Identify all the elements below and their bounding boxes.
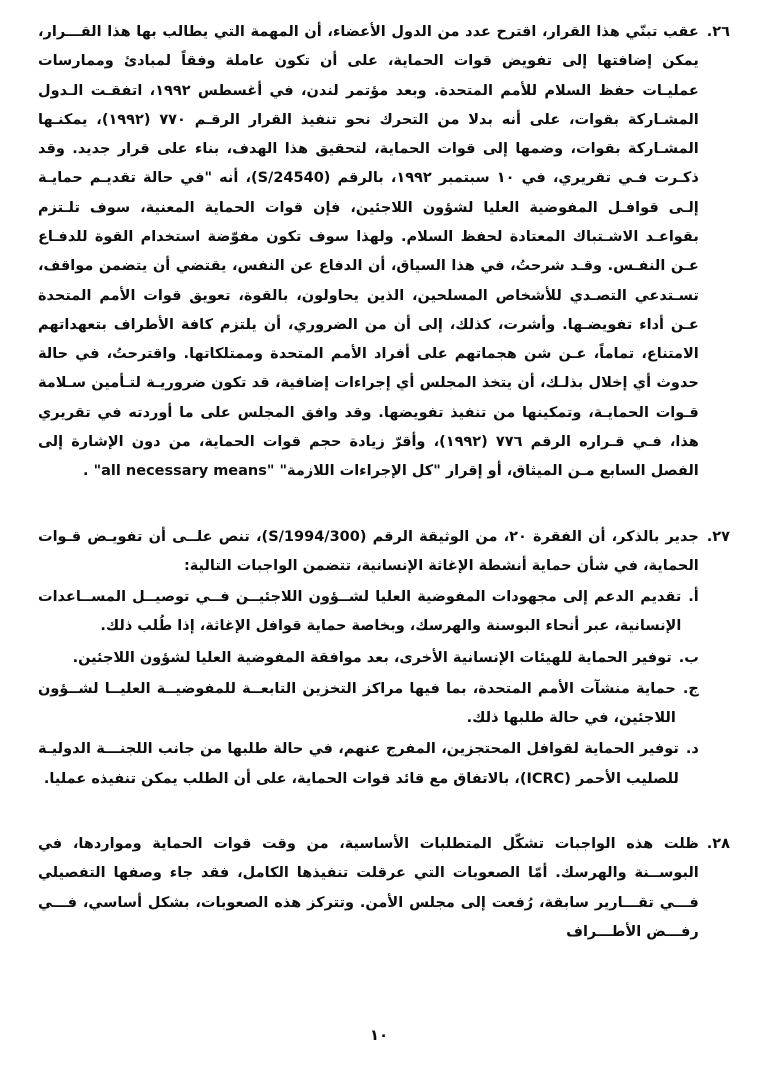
list-item-d (38, 735, 699, 794)
list-item-text: حماية منشآت الأمم المتحدة، بما فيها مراكز التخزين التابعــة للمفوضيــة العليــا لشــؤون اللاجئين، في حالة طلبها ذلك. (38, 680, 676, 727)
paragraph-number: ٢٧. (706, 528, 730, 545)
paragraph-body (38, 830, 699, 947)
list-item-b (38, 644, 699, 673)
list-item-text: توفير الحماية للهيئات الإنسانية الأخرى، بعد موافقة المفوضية العليا لشؤون اللاجئين. (72, 649, 672, 666)
paragraph-text: عقب تبنّي هذا القرار، اقترح عدد من الدول الأعضاء، أن المهمة التي يطالب بها هذا القـــرار، يمكن إضافتها إلى تفويض قوات الحماية، على أن تكون عاملة وفقاً لمبادئ وممارسات عمليـات حفظ السلام للأمم المتحدة. وبعد مؤتمر لندن، في أغسطس ١٩٩٢، اتفقـت الـدول المشـاركة بقوات، على أنه بدلا من التحرك نحو تنفيذ القرار الرقـم ٧٧٠ (١٩٩٢)، يمكنـها المشـاركة بقوات، وضمها إلى قوات الحماية، لتحقيق هذا الهدف، بناء على قرار جديد. وقد ذكـرت فـي تقريري، في ١٠ سبتمبر ١٩٩٢، بالرقم (S/24540)، أنه "في حالة تقديـم حمايـة إلـى قوافـل المفوضية العليا لشؤون اللاجئين، فإن قوات الحماية المعنية، سوف تلـتزم بقواعـد الاشـتباك المعتادة لحفظ السلام. ولهذا سوف تكون مفوّضة استخدام القوة للدفـاع عـن النفـس. وقـد شرحتُ، في هذا السياق، أن الدفاع عن النفس، يقتضي أن يتضمن مواقف، تسـتدعي التصـدي للأشخاص المسلحين، الذين يحاولون، بالقوة، تعويق قوات الأمم المتحدة عـن أداء تفويضـها. وأشرت، كذلك، إلى أن من الضروري، أن يلتزم كافة الأطراف بتعهداتهم الامتناع، تماماً، عـن شن هجماتهم على أفراد الأمم المتحدة وممتلكاتها. واقترحتُ، في حالة حدوث أي إخلال بذلـك، أن يتخذ المجلس أي إجراءات إضافية، قد تكون ضروريـة لتـأمين سـلامة قـوات الحمايـة، وتمكينها من تنفيذ تفويضها. وقد وافق المجلس على ما أوردته في تقريري هذا، فـي قـراره الرقم ٧٧٦ (١٩٩٢)، وأقرّ زيادة حجم قوات الحماية، من دون الإشارة إلى الفصل السابع مـن الميثاق، أو إقرار "كل الإجراءات اللازمة" "all necessary means" . (38, 24, 699, 480)
list-item-label: ب. (678, 649, 699, 666)
list-item-text: تقديم الدعم إلى مجهودات المفوضية العليا لشــؤون اللاجئيــن فــي توصيــل المســاعدات الإنسانية، عبر أنحاء البوسنة والهرسك، وبخاصة حماية قوافل الإغاثة، إذا طُلب ذلك. (38, 589, 682, 635)
list-item-c (38, 675, 699, 734)
paragraph-number: ٢٦. (706, 24, 730, 40)
paragraph-body (38, 523, 699, 795)
list-item-label: أ. (688, 589, 699, 606)
paragraph-27 (38, 523, 730, 795)
duty-list (38, 583, 699, 794)
list-item-text: توفير الحماية لقوافل المحتجزين، المفرج عنهم، في حالة طلبها من جانب اللجنـــة الدوليـة للصليب الأحمر (ICRC)، بالاتفاق مع قائد قوات الحماية، على أن الطلب يمكن تنفيذه عمليا. (38, 741, 679, 787)
paragraph-text: ظلت هذه الواجبات تشكّل المتطلبات الأساسية، من وقت قوات الحماية ومواردها، في البوســنة والهرسك. أمّا الصعوبات التي عرقلت تنفيذها الكامل، فقد جاء وصفها التفصيلي فـــي تقـــارير سابقة، رُفعت إلى مجلس الأمن. وتتركز هذه الصعوبات، بشكل أساسي، فـــي رفـــض الأطـــراف (38, 836, 699, 940)
list-item-a (38, 583, 699, 642)
list-item-label: ج. (682, 680, 699, 697)
page-number: ١٠ (369, 1025, 389, 1044)
paragraph-28 (38, 830, 730, 947)
list-item-label: د. (685, 741, 699, 758)
paragraph-text: جدير بالذكر، أن الفقرة ٢٠، من الوثيقة الرقم (S/1994/300)، تنص علــى أن تفويـض قـوات الحماية، في شأن حماية أنشطة الإغاثة الإنسانية، تتضمن الواجبات التالية: (38, 528, 699, 574)
paragraph-number: ٢٨. (706, 836, 730, 853)
paragraph-body (38, 18, 699, 487)
paragraph-26 (38, 18, 730, 487)
